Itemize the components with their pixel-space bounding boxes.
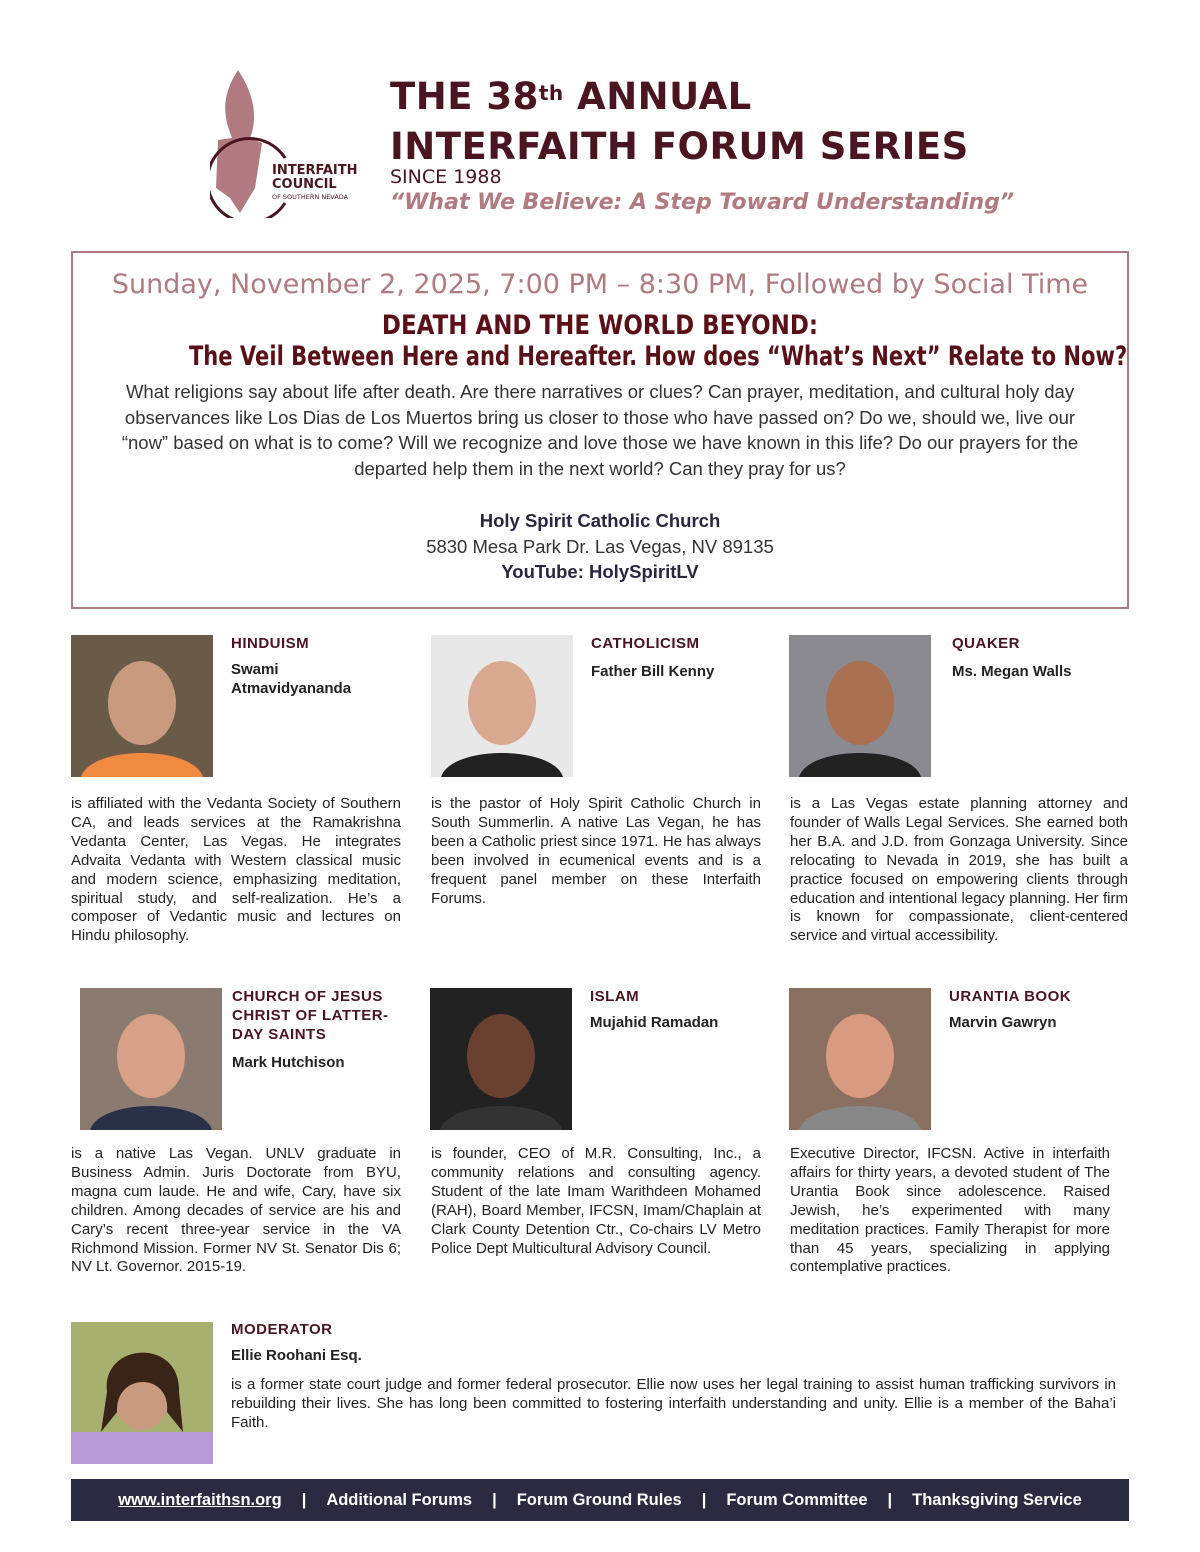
venue-address: 5830 Mesa Park Dr. Las Vegas, NV 89135 <box>426 535 774 557</box>
speaker-bio: is a Las Vegas estate planning attorney and founder of Walls Legal Services. She earned both her B.A. and J.D. from Gonzaga University. Since relocating to Nevada in 2019, she has built a practice focused on empowering clients through education and intentional legacy planning. Her firm is known for compassionate, client-centered service and virtual accessibility. <box>790 795 1128 945</box>
youtube-link[interactable]: YouTube: HolySpiritLV <box>501 561 699 582</box>
speaker-bio: is a native Las Vegan. UNLV graduate in Business Admin. Juris Doctorate from BYU, magna cum laude. He and wife, Cary, have six children. Among decades of service are his and Cary’s recent three-year service in the VA Richmond Mission. Former NV St. Senator Dis 6; NV Lt. Governor. 2015-19. <box>71 1145 401 1276</box>
speaker-bio: Executive Director, IFCSN. Active in interfaith affairs for thirty years, a devoted student of The Urantia Book since adolescence. Raised Jewish, he’s experimented with many meditation practices. Family Therapist for more than 45 years, specializing in applying contemplative practices. <box>790 1145 1110 1276</box>
footer-separator: | <box>301 1490 307 1509</box>
speaker-bio: is the pastor of Holy Spirit Catholic Church in South Summerlin. A native Las Vegan, he has been a Catholic priest since 1971. He has always been involved in ecumenical events and is a frequent panel member on these Interfaith Forums. <box>431 795 761 907</box>
speaker-faith: ISLAM <box>590 988 640 1005</box>
moderator-photo <box>71 1322 213 1464</box>
speaker-bio: is affiliated with the Vedanta Society of Southern CA, and leads services at the Ramakrishna Vedanta Center, Las Vegas. He integrates Advaita Vedanta with Western classical music and modern science, emphasizing meditation, spiritual study, and self-realization. He’s a composer of Vedantic music and lectures on Hindu philosophy. <box>71 795 401 945</box>
speaker-faith: QUAKER <box>952 635 1021 652</box>
speaker-faith: CATHOLICISM <box>591 635 700 652</box>
event-description: What religions say about life after death. Are there narratives or clues? Can prayer, meditation, and cultural holy day observances like Los Dias de Los Muertos bring us closer to those who have passed on? Do we, should we, live our “now” based on what is to come? Will we recognize and love those we have known in this life? Do our prayers for the departed help them in the next world? Can they pray for us? <box>121 381 1079 479</box>
speaker-photo <box>789 635 931 777</box>
speaker-name: Swami Atmavidyananda <box>231 661 352 697</box>
footer-link-ground-rules[interactable]: Forum Ground Rules <box>516 1490 682 1509</box>
speaker-name: Marvin Gawryn <box>949 1014 1057 1031</box>
interfaith-council-logo <box>210 68 360 218</box>
speaker-name: Mujahid Ramadan <box>590 1014 719 1031</box>
footer-link-thanksgiving[interactable]: Thanksgiving Service <box>912 1490 1082 1509</box>
footer-separator: | <box>887 1490 893 1509</box>
footer-link-additional-forums[interactable]: Additional Forums <box>326 1490 473 1509</box>
speaker-faith: CHURCH OF JESUS CHRIST OF LATTER-DAY SAINTS <box>232 988 389 1043</box>
svg-text:OF SOUTHERN NEVADA: OF SOUTHERN NEVADA <box>272 193 349 201</box>
moderator-name: Ellie Roohani Esq. <box>231 1347 362 1364</box>
footer-separator: | <box>492 1490 497 1509</box>
svg-text:INTERFAITH: INTERFAITH <box>272 163 358 178</box>
moderator-role: MODERATOR <box>231 1321 333 1338</box>
venue-name: Holy Spirit Catholic Church <box>479 510 721 531</box>
footer-link-website[interactable]: www.interfaithsn.org <box>118 1490 282 1509</box>
speaker-faith: HINDUISM <box>231 635 310 652</box>
event-box <box>71 251 1129 609</box>
speaker-faith: URANTIA BOOK <box>949 988 1072 1005</box>
speaker-name: Mark Hutchison <box>232 1054 345 1071</box>
speaker-bio: is founder, CEO of M.R. Consulting, Inc., a community relations and consulting agency. Student of the late Imam Warithdeen Mohamed (RAH), Board Member, IFCSN, Imam/Chaplain at Clark County Detention Ctr., Co-chairs LV Metro Police Dept Multicultural Advisory Council. <box>431 1145 761 1257</box>
footer-nav <box>71 1479 1129 1521</box>
tagline: “What We Believe: A Step Toward Understanding” <box>390 190 1015 215</box>
speaker-photo <box>71 635 213 777</box>
page-title: THE 38th ANNUAL INTERFAITH FORUM SERIES <box>390 75 969 168</box>
speaker-photo <box>431 635 573 777</box>
since-text: SINCE 1988 <box>390 166 502 188</box>
speaker-name: Ms. Megan Walls <box>952 663 1072 680</box>
speaker-photo <box>430 988 572 1130</box>
event-subtitle: The Veil Between Here and Hereafter. How does “What’s Next” Relate to Now? <box>188 341 1128 372</box>
event-date: Sunday, November 2, 2025, 7:00 PM – 8:30 PM, Followed by Social Time <box>111 269 1089 300</box>
svg-text:COUNCIL: COUNCIL <box>272 177 337 192</box>
moderator-bio: is a former state court judge and former federal prosecutor. Ellie now uses her legal training to assist human trafficking survivors in rebuilding their lives. She has long been committed to fostering interfaith understanding and unity. Ellie is a member of the Baha’i Faith. <box>231 1376 1116 1431</box>
footer-link-committee[interactable]: Forum Committee <box>726 1490 868 1509</box>
speaker-photo <box>789 988 931 1130</box>
venue-info <box>73 508 1127 585</box>
event-title: DEATH AND THE WORLD BEYOND: <box>381 310 819 341</box>
speaker-photo <box>80 988 222 1130</box>
speaker-name: Father Bill Kenny <box>591 663 715 680</box>
footer-separator: | <box>701 1490 707 1509</box>
